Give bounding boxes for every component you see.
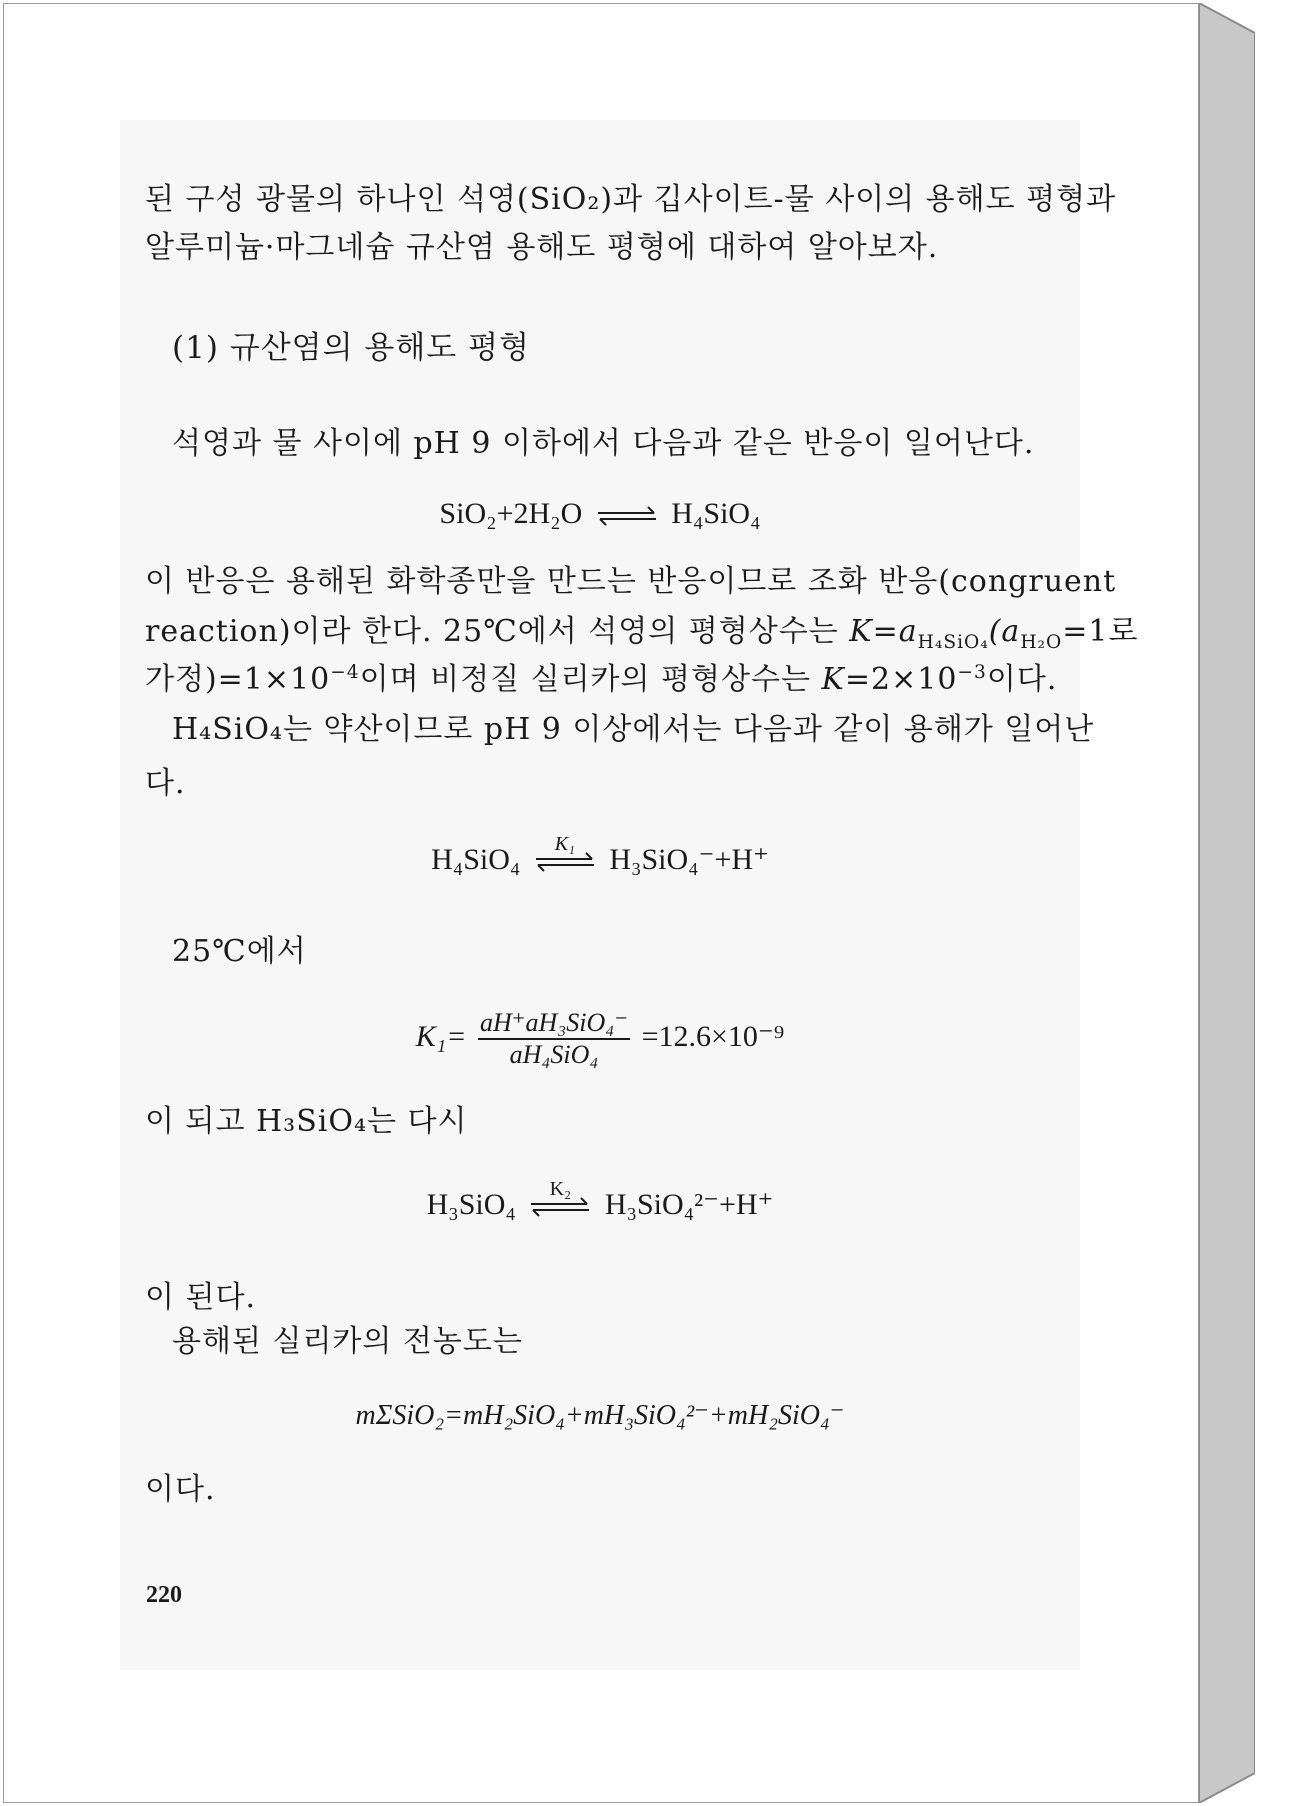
equilibrium-arrow-icon — [529, 1178, 591, 1217]
paragraph-line: 된 구성 광물의 하나인 석영(SiO₂)과 깁사이트-물 사이의 용해도 평형과 — [145, 182, 1117, 217]
subscript: H₄SiO₄ — [917, 632, 989, 653]
subscript: H₂O — [1020, 632, 1063, 653]
paragraph-line: 용해된 실리카의 전농도는 — [172, 1324, 523, 1359]
paragraph-line: H₄SiO₄는 약산이므로 pH 9 이상에서는 다음과 같이 용해가 일어난 — [172, 712, 1095, 747]
text-span: =2×10 — [844, 662, 958, 697]
arrow-constant-label: K₂ — [549, 1178, 572, 1201]
arrow-constant-label: K₁ — [554, 833, 576, 856]
equation-second-dissociation — [0, 1178, 1200, 1225]
section-heading: (1) 규산염의 용해도 평형 — [172, 330, 530, 366]
symbol-K: K — [849, 614, 873, 649]
page-number: 220 — [146, 1582, 182, 1608]
paragraph-line — [145, 660, 1057, 700]
equation-right: H₃SiO₄⁻+H⁺ — [609, 843, 769, 876]
page-spine — [1199, 3, 1255, 1803]
paragraph-line: 다. — [145, 766, 186, 801]
equation-right: H₃SiO₄²⁻+H⁺ — [604, 1188, 774, 1221]
paragraph-line: 알루미늄·마그네슘 규산염 용해도 평형에 대하여 알아보자. — [145, 230, 939, 265]
superscript: −4 — [330, 662, 360, 683]
text-span: =1로 — [1062, 614, 1139, 649]
symbol-K: K — [821, 662, 845, 697]
superscript: −3 — [957, 662, 987, 683]
equation-right: H₄SiO₄ — [671, 497, 761, 530]
equilibrium-arrow-icon — [596, 506, 658, 526]
equation-left: K₁= — [415, 1020, 467, 1053]
paragraph-line — [145, 612, 1138, 652]
equation-value: =12.6×10⁻⁹ — [641, 1020, 785, 1053]
equation-left: H₄SiO₄ — [431, 843, 521, 876]
text-span: 이다. — [986, 662, 1058, 697]
equilibrium-arrow-icon — [534, 833, 596, 872]
text-span: 가정)=1×10 — [145, 662, 331, 697]
text-span: reaction)이라 한다. 25℃에서 석영의 평형상수는 — [145, 614, 839, 649]
equation-total-silica: mΣSiO₂=mH₂SiO₄+mH₃SiO₄²⁻+mH₂SiO₄⁻ — [355, 1400, 845, 1431]
equation-K1 — [0, 1005, 1200, 1070]
paragraph-line: 이다. — [145, 1472, 216, 1507]
fraction — [478, 1008, 630, 1070]
paragraph-line: 25℃에서 — [172, 934, 307, 969]
paragraph-line: 이 반응은 용해된 화학종만을 만드는 반응이므로 조화 반응(congruent — [145, 564, 1117, 599]
fraction-denominator: aH₄SiO₄ — [509, 1040, 599, 1070]
text-span: 이며 비정질 실리카의 평형상수는 — [359, 662, 811, 697]
equation-first-dissociation — [0, 833, 1200, 880]
paragraph-line: 이 되고 H₃SiO₄는 다시 — [145, 1104, 468, 1139]
text-span: (a — [988, 614, 1021, 649]
equation-left: H₃SiO₄ — [426, 1188, 516, 1221]
equation-quartz-dissolution — [0, 494, 1200, 534]
paragraph-line: 석영과 물 사이에 pH 9 이하에서 다음과 같은 반응이 일어난다. — [172, 426, 1035, 461]
equation-left: SiO₂+2H₂O — [439, 497, 583, 530]
fraction-numerator: aH⁺aH₃SiO₄⁻ — [478, 1008, 630, 1040]
paragraph-line: 이 된다. — [145, 1280, 257, 1315]
text-span: =a — [872, 614, 918, 649]
